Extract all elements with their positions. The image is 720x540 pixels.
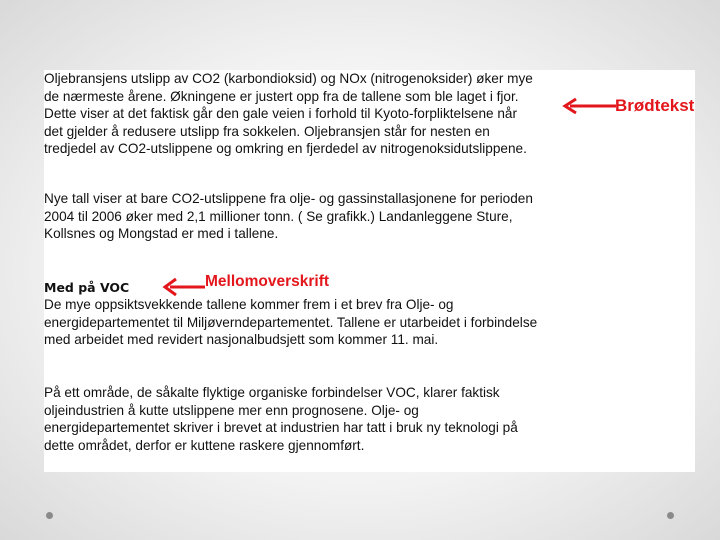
subheading-arrow-icon [162,276,206,298]
paragraph-2 [44,190,584,243]
paragraph-1 [44,70,584,158]
text-line: Dette viser at det faktisk går den gale veien i forhold til Kyoto-forpliktelsene når [44,106,518,122]
body-text-label: Brødtekst [615,96,695,115]
text-line: Kollsnes og Mongstad er med i tallene. [44,226,279,242]
text-line: med arbeidet med revidert nasjonalbudsjett som kommer 11. mai. [44,332,439,348]
text-line: dette området, derfor er kuttene raskere gjennomført. [44,437,365,453]
bullet-dot-icon [46,512,53,519]
text-line: tredjedel av CO2-utslippene og omkring en fjerdedel av nitrogenoksidutslippene. [44,141,527,157]
text-line: det gjelder å redusere utslipp fra sokkelen. Oljebransjen står for nesten en [44,123,490,139]
text-line: 2004 til 2006 øker med 2,1 millioner tonn. ( Se grafikk.) Landanleggene Sture, [44,208,513,224]
subheading-label: Mellomoverskrift [205,273,330,290]
body-text-arrow-icon [562,96,618,116]
subheading: Med på VOC [44,280,130,295]
text-line: På ett område, de såkalte flyktige organiske forbindelser VOC, klarer faktisk [44,385,500,400]
bullet-dot-icon [667,512,674,519]
text-line: oljeindustrien å kutte utslippene mer enn prognosene. Olje- og [44,402,419,418]
text-line: De mye oppsiktsvekkende tallene kommer frem i et brev fra Olje- og [44,297,454,312]
text-line: energidepartementet skriver i brevet at industrien har tatt i bruk ny teknologi på [44,420,518,436]
text-line: Oljebransjens utslipp av CO2 (karbondioksid) og NOx (nitrogenoksider) øker mye [44,71,533,86]
document-excerpt [44,70,695,472]
text-line: energidepartementet til Miljøverndepartementet. Tallene er utarbeidet i forbindelse [44,314,538,330]
text-line: Nye tall viser at bare CO2-utslippene fra olje- og gassinstallasjonene for perioden [44,191,533,206]
paragraph-4 [44,384,584,454]
paragraph-3 [44,296,584,349]
text-line: de nærmeste årene. Økningene er justert opp fra de tallene som ble laget i fjor. [44,88,519,104]
